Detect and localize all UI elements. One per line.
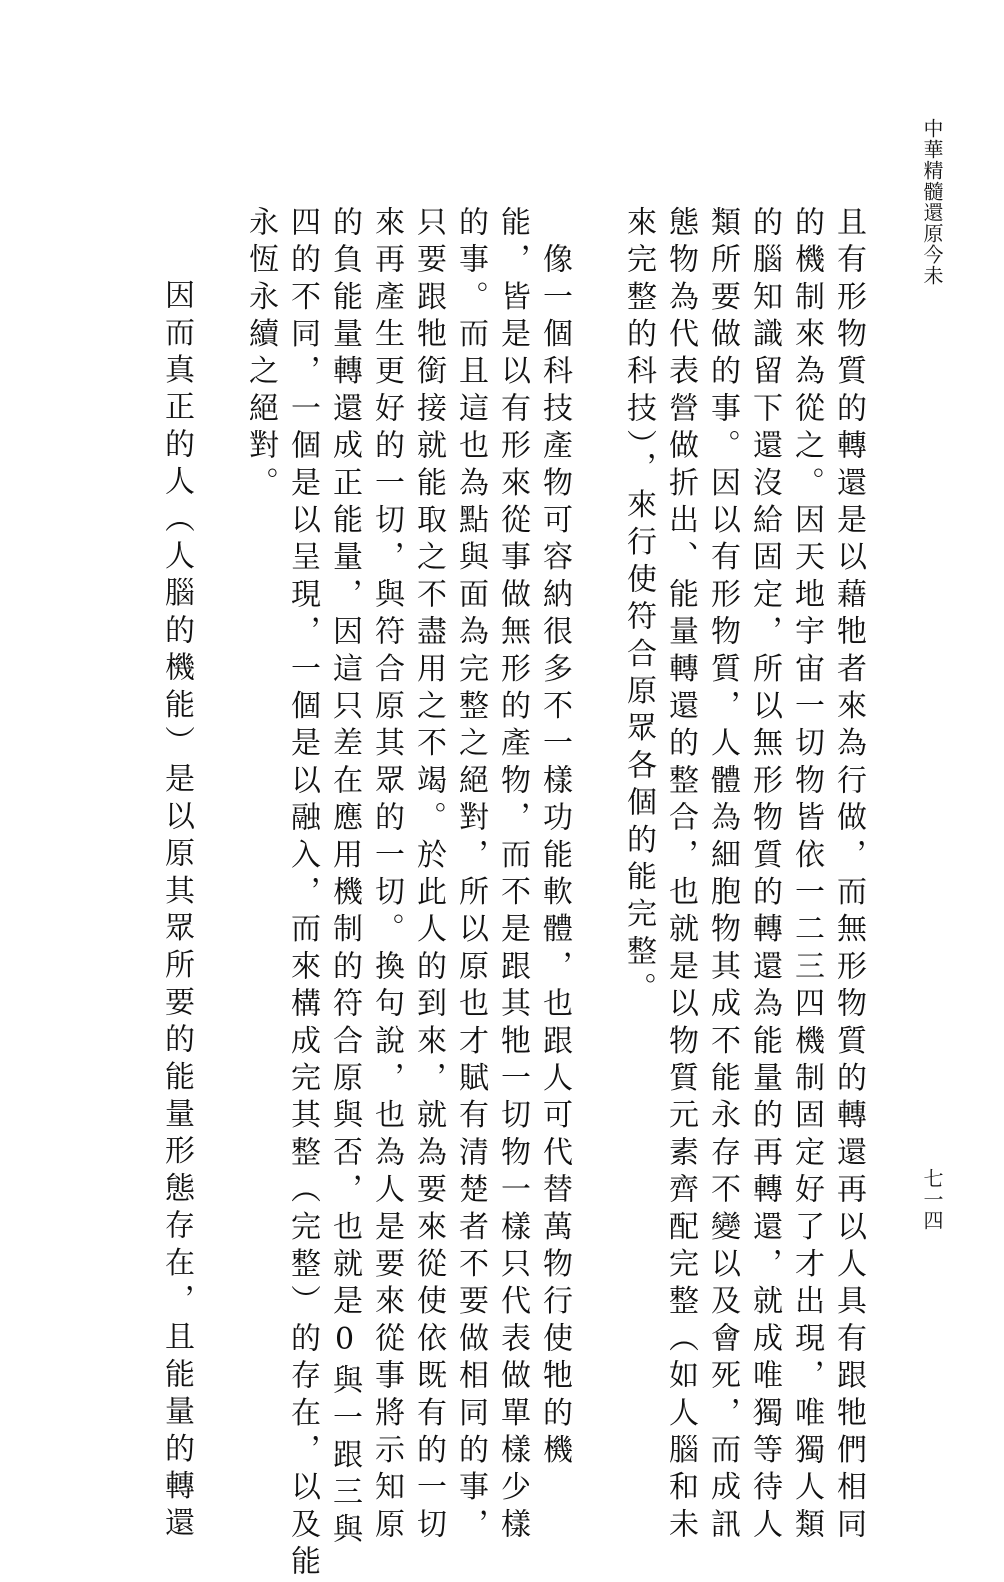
text-column: 且有形物質的轉還是以藉牠者來為行做，而無形物質的轉還再以人具有跟牠們相同 [831, 206, 866, 1546]
text-column: 能，皆是以有形來從事做無形的產物，而不是跟其牠一切物一樣只代表做單樣少樣 [495, 206, 530, 1546]
text-column: 因而真正的人（人腦的機能）是以原其眾所要的能量形態存在，且能量的轉還 [159, 242, 194, 1544]
text-column: 來完整的科技），來行使符合原眾各個的能完整。 [621, 206, 656, 1010]
text-column: 來再產生更好的一切，與符合原其眾的一切。換句說，也為人是要來從事將示知原 [369, 206, 404, 1546]
text-column: 永恆永續之絕對。 [243, 206, 278, 504]
text-column: 類所要做的事。因以有形物質，人體為細胞物其成不能永存不變以及會死，而成訊 [705, 206, 740, 1546]
text-column: 態物為代表營做折出、能量轉還的整合，也就是以物質元素齊配完整（如人腦和未 [663, 206, 698, 1546]
book-title: 中華精髓還原今未 [920, 118, 944, 286]
page-number: 七一四 [920, 1168, 944, 1231]
text-column: 四的不同，一個是以呈現，一個是以融入，而來構成完其整（完整）的存在，以及能 [285, 206, 320, 1582]
text-column: 只要跟牠銜接就能取之不盡用之不竭。於此人的到來，就為要來從使依既有的一切 [411, 206, 446, 1546]
text-column: 的腦知識留下還沒給固定，所以無形物質的轉還為能量的再轉還，就成唯獨等待人 [747, 206, 782, 1546]
text-column: 的事。而且這也為點與面為完整之絕對，所以原也才賦有清楚者不要做相同的事， [453, 206, 488, 1546]
text-column: 的負能量轉還成正能量，因這只差在應用機制的符合原與否，也就是0與一跟三與 [327, 206, 362, 1551]
text-column: 像一個科技產物可容納很多不一樣功能軟體，也跟人可代替萬物行使牠的機 [537, 206, 572, 1471]
text-column: 的機制來為從之。因天地宇宙一切物皆依一二三四機制固定好了才出現，唯獨人類 [789, 206, 824, 1546]
